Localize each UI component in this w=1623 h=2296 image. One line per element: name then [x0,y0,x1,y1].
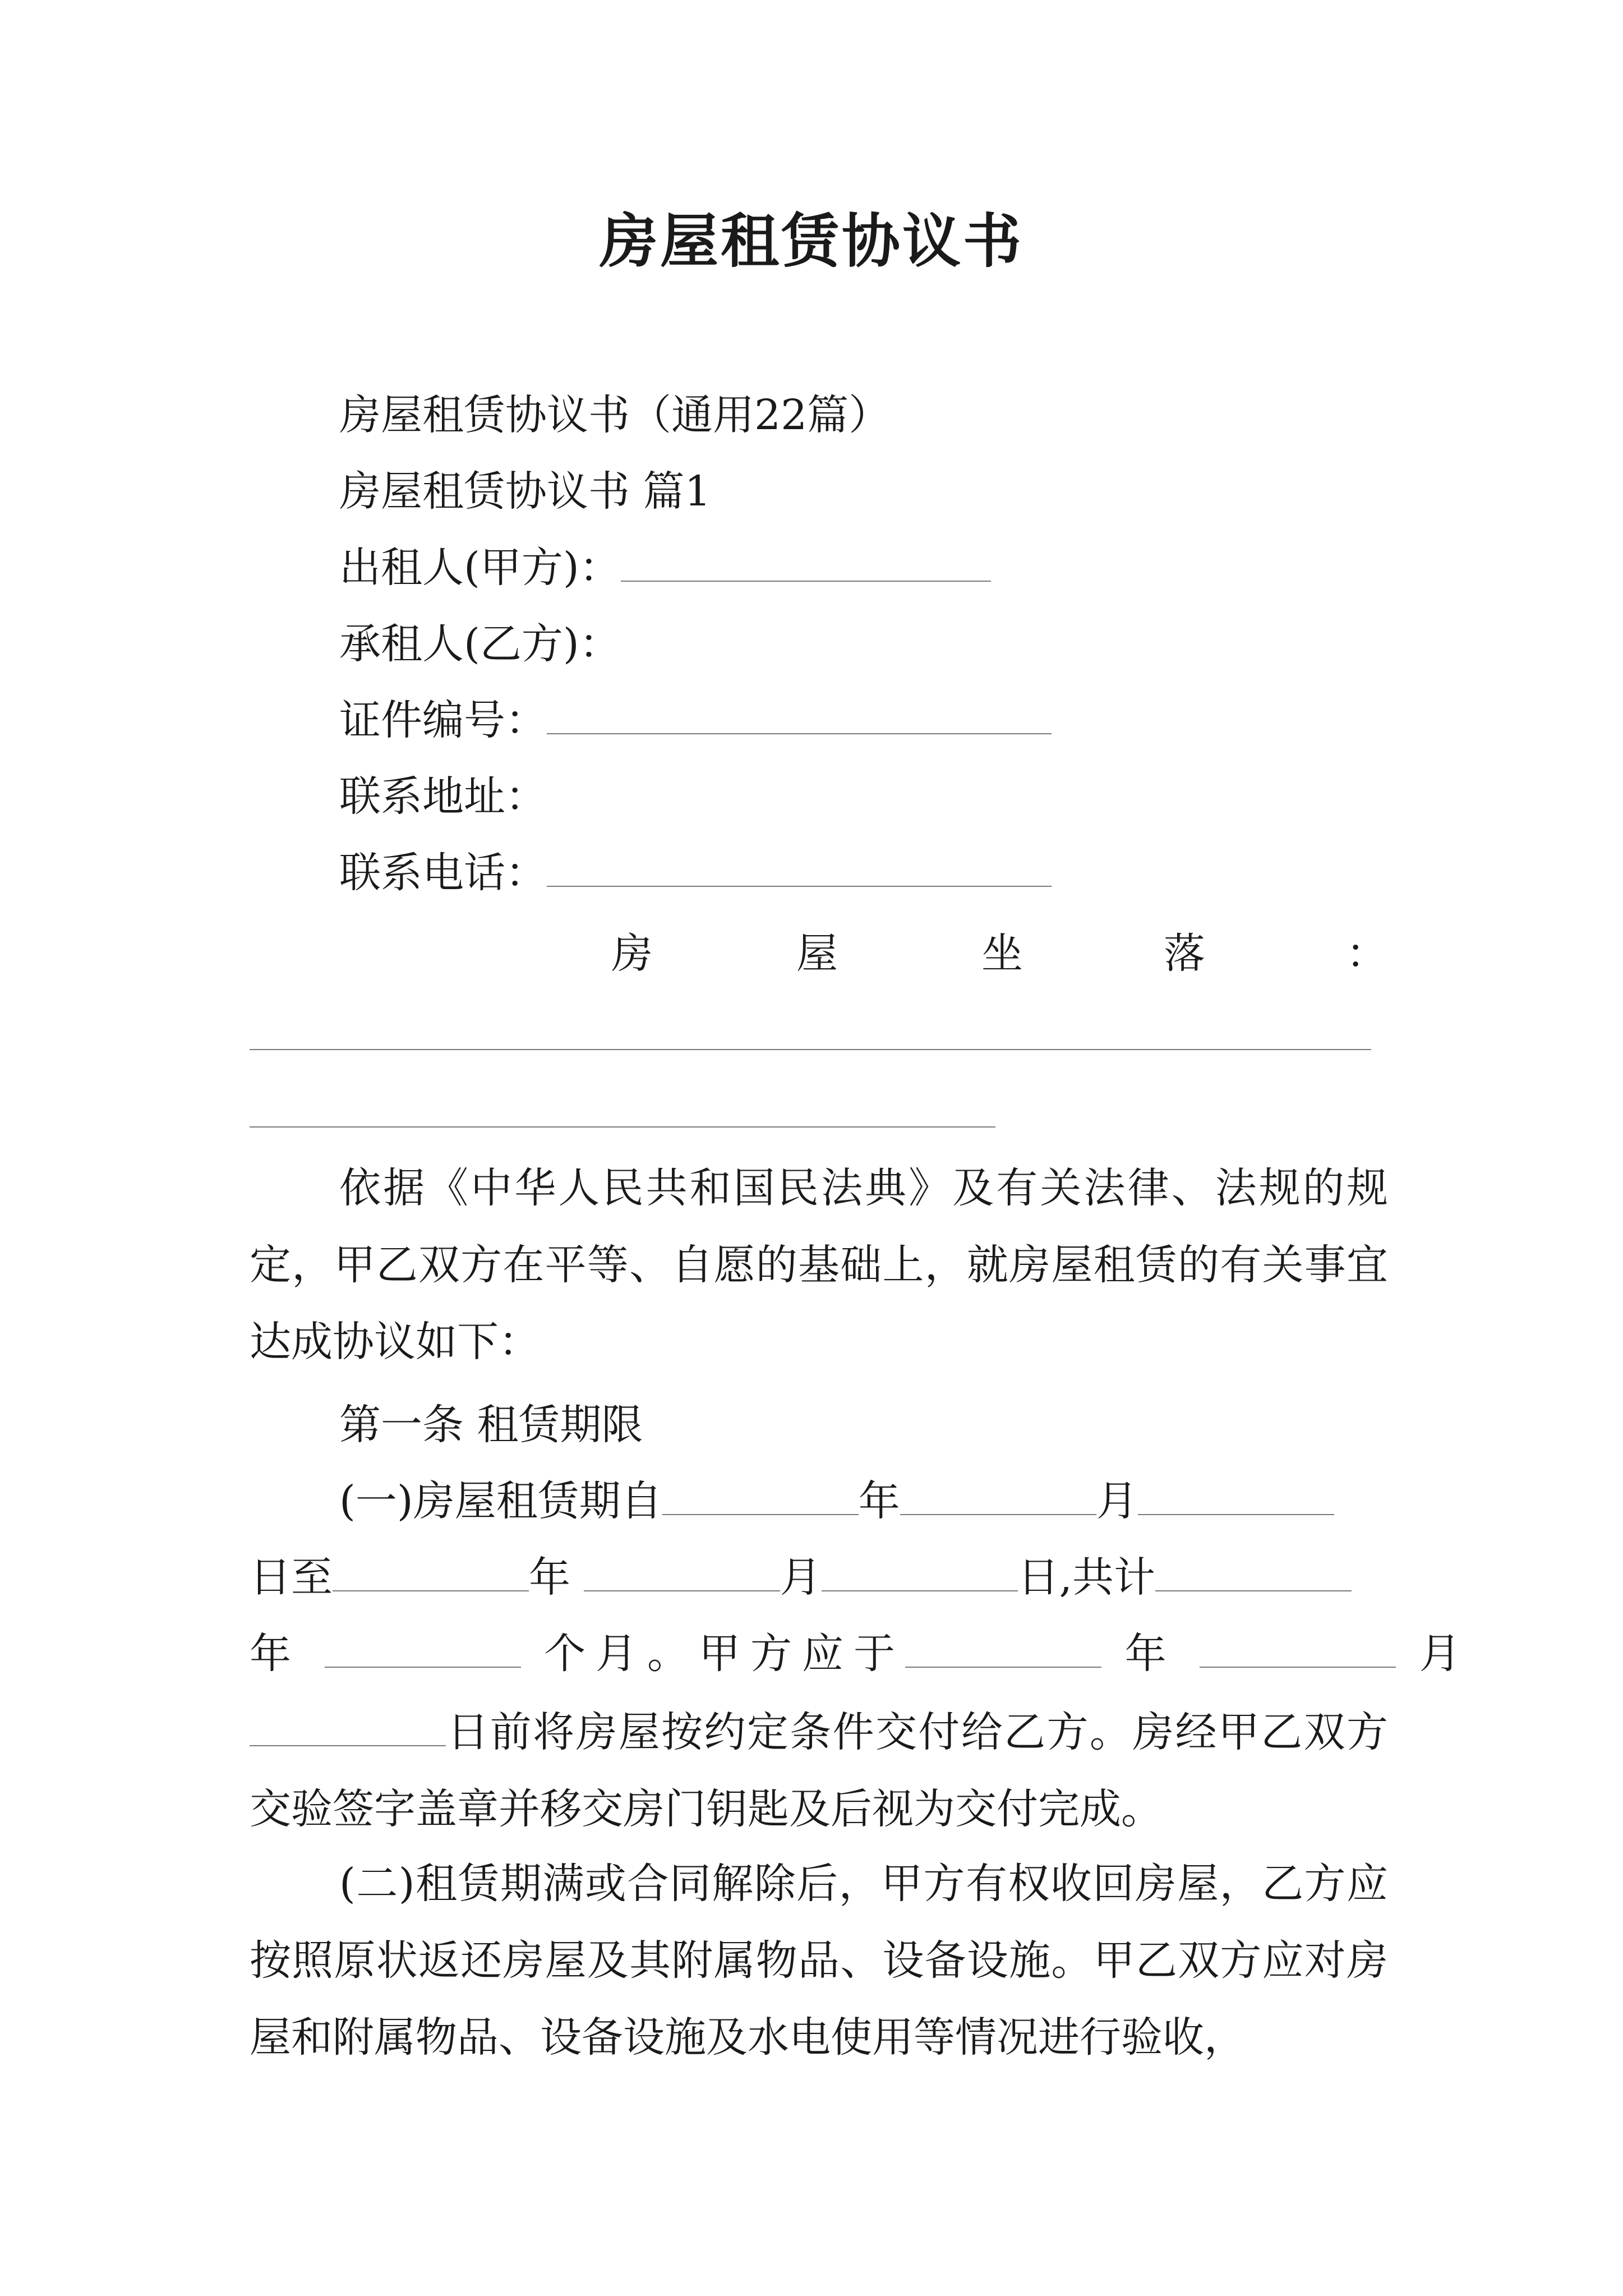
lessor-label: 出租人(甲方)： [339,544,621,592]
lessee-row [339,616,621,672]
location-blank-line-1 [250,1049,1371,1050]
article-1-title: 第一条 租赁期限 [339,1401,643,1449]
location-char-5: ： [1346,930,1387,978]
id-label: 证件编号： [339,696,547,744]
phone-label: 联系电话： [339,849,547,897]
location-char-4: 落 [1164,930,1205,978]
clause-1-line-1: (一)房屋租赁期自 年 月 [339,1473,1334,1529]
lessee-label: 承租人(乙方)： [339,620,621,668]
clause-2-paragraph: (二)租赁期满或合同解除后，甲方有权收回房屋，乙方应按照原状返还房屋及其附属物品、设备设施。甲乙双方应对房屋和附属物品、设备设施及水电使用等情况进行验收， [250,1860,1388,2062]
phone-blank [547,846,1052,887]
lessor-row [339,540,991,596]
id-blank [547,694,1052,734]
location-char-1: 房 [611,930,653,978]
phone-row [339,845,1052,901]
clause-1-line-3: 年 个月。甲方应于 年 月 [250,1626,1471,1682]
lessor-blank [621,541,991,582]
section-heading: 房屋租赁协议书 篇1 [339,467,711,516]
clause-1-line-4: 日前将房屋按约定条件交付给乙方。房经甲乙双方交验签字盖章并移交房门钥匙及后视为交付完成。 [250,1694,1388,1848]
address-row [339,769,547,825]
address-label: 联系地址： [339,772,547,821]
subtitle: 房屋租赁协议书（通用22篇） [339,391,891,439]
page-title: 房屋租赁协议书 [599,206,1023,275]
intro-paragraph: 依据《中华人民共和国民法典》及有关法律、法规的规定，甲乙双方在平等、自愿的基础上，就房屋租赁的有关事宜达成协议如下： [250,1164,1388,1366]
location-blank-line-2 [250,1126,995,1128]
clause-1-line-2: 日至 年 月 日,共计 [250,1549,1352,1605]
location-char-3: 坐 [981,930,1023,978]
id-row [339,692,1052,748]
location-char-2: 屋 [796,930,838,978]
